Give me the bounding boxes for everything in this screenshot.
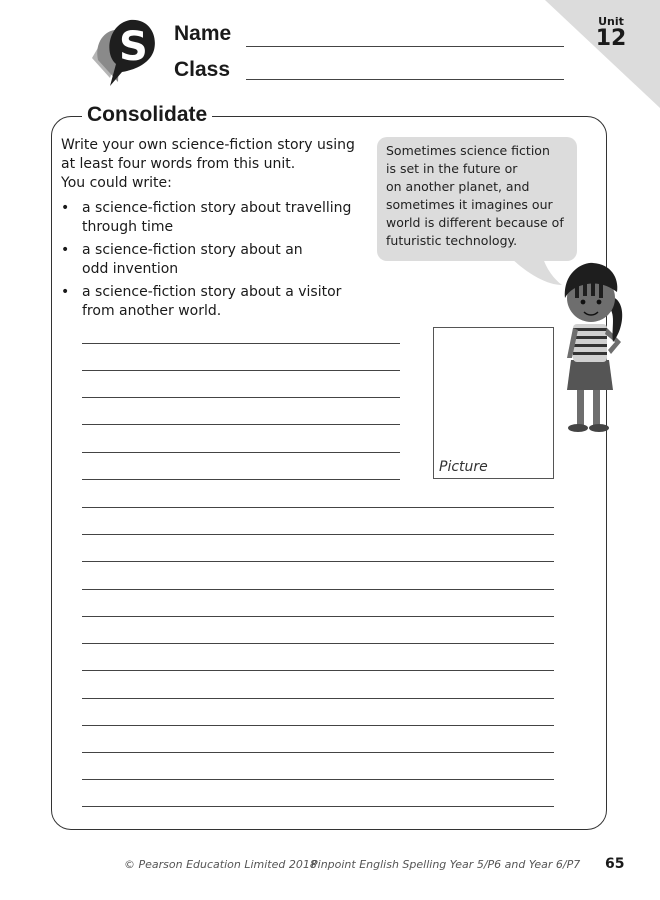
story-writing-line[interactable] [82,479,400,480]
story-writing-line[interactable] [82,725,554,726]
bubble-line: sometimes it imagines our [386,197,553,212]
story-writing-line[interactable] [82,424,400,425]
suggestion-list [61,199,381,321]
story-writing-line[interactable] [82,698,554,699]
class-field[interactable] [246,79,564,80]
class-label: Class [174,58,231,81]
instruction-line: at least four words from this unit. [61,156,296,172]
story-writing-line[interactable] [82,643,554,644]
list-item: • a science-fiction story about a visitor from another world. [61,283,381,321]
story-writing-line[interactable] [82,370,400,371]
story-writing-line[interactable] [82,534,554,535]
picture-box[interactable] [433,327,554,479]
bubble-line: futuristic technology. [386,233,518,248]
copyright-text: © Pearson Education Limited 2018 [124,858,317,871]
story-writing-line[interactable] [82,397,400,398]
instruction-line: Write your own science-fiction story using [61,137,355,153]
girl-character-icon [553,258,633,436]
unit-number: 12 [595,26,627,51]
name-label: Name [174,22,232,45]
list-item: • a science-fiction story about travelling through time [61,199,381,237]
name-field[interactable] [246,46,564,47]
story-writing-line[interactable] [82,561,554,562]
bubble-line: is set in the future or [386,161,518,176]
picture-label: Picture [439,459,488,475]
page-number: 65 [605,856,625,872]
story-writing-line[interactable] [82,779,554,780]
story-writing-line[interactable] [82,670,554,671]
story-writing-line[interactable] [82,343,400,344]
story-writing-line[interactable] [82,806,554,807]
story-writing-line[interactable] [82,752,554,753]
story-writing-line[interactable] [82,452,400,453]
instructions [61,136,381,325]
bubble-line: on another planet, and [386,179,530,194]
bubble-line: Sometimes science fiction [386,143,550,158]
instruction-line: You could write: [61,175,172,191]
unit-label: Unit [598,15,624,28]
bubble-line: world is different because of [386,215,564,230]
story-writing-line[interactable] [82,589,554,590]
book-title-text: Pinpoint English Spelling Year 5/P6 and Year 6/P7 [311,858,581,871]
spelling-logo-icon [88,14,158,90]
section-title: Consolidate [82,103,212,127]
speech-bubble [377,137,577,261]
story-writing-line[interactable] [82,507,554,508]
story-writing-line[interactable] [82,616,554,617]
logo-letter: S [119,24,148,70]
list-item: • a science-fiction story about an odd invention [61,241,381,279]
